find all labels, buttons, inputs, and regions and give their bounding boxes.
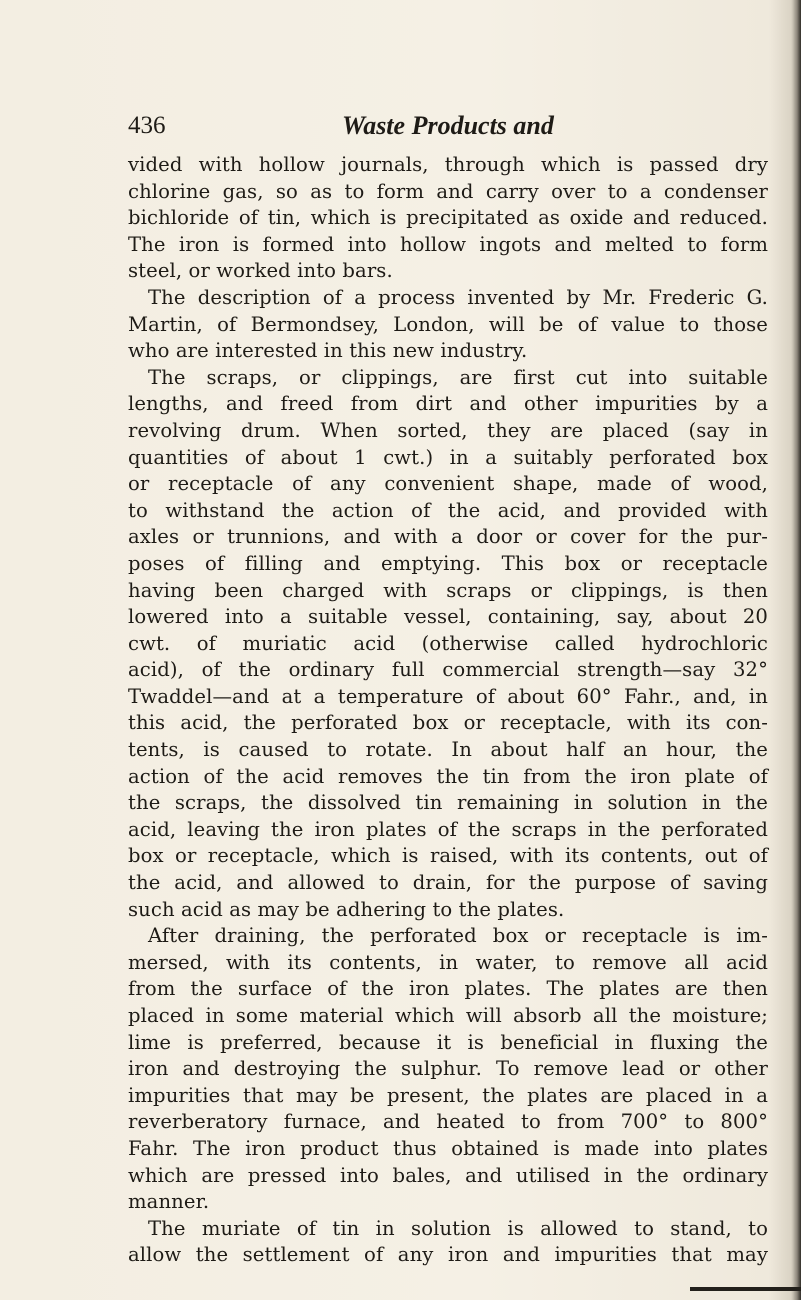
text-line: who are interested in this new industry. [128, 339, 528, 363]
text-line: allow the settlement of any iron and impurities that may [128, 1243, 768, 1267]
text-line: The description of a process invented by Mr. Frederic G. [148, 285, 768, 309]
page-header [0, 108, 801, 148]
text-line: impurities that may be present, the plates are placed in a [128, 1083, 768, 1107]
text-line: iron and destroying the sulphur. To remove lead or other [128, 1057, 768, 1081]
text-line: steel, or worked into bars. [128, 259, 393, 283]
text-line: tents, is caused to rotate. In about half an hour, the [128, 738, 768, 762]
text-line: such acid as may be adhering to the plates. [128, 897, 565, 921]
text-line: The iron is formed into hollow ingots and melted to form [128, 232, 768, 256]
bottom-edge-rule [690, 1287, 801, 1291]
text-line: lime is preferred, because it is beneficial in fluxing the [128, 1030, 768, 1054]
text-line: manner. [128, 1190, 210, 1214]
page-number: 436 [128, 112, 166, 139]
text-line: the scraps, the dissolved tin remaining in solution in the [128, 791, 768, 815]
text-line: Twaddel—and at a temperature of about 60° Fahr., and, in [128, 684, 768, 708]
text-line: poses of filling and emptying. This box or receptacle [128, 551, 768, 575]
text-line: placed in some material which will absorb all the moisture; [128, 1004, 768, 1027]
text-line: The muriate of tin in solution is allowed to stand, to [148, 1216, 768, 1240]
text-line: which are pressed into bales, and utilised in the ordinary [128, 1163, 768, 1187]
text-line: acid, leaving the iron plates of the scraps in the perforated [128, 817, 768, 841]
text-line: vided with hollow journals, through which is passed dry [128, 153, 768, 176]
text-line: chlorine gas, so as to form and carry over to a condenser [128, 179, 768, 203]
text-line: The scraps, or clippings, are first cut into suitable [148, 365, 768, 389]
text-line: axles or trunnions, and with a door or cover for the pur- [128, 525, 768, 549]
text-line: from the surface of the iron plates. The plates are then [128, 977, 768, 1001]
text-line: Fahr. The iron product thus obtained is made into plates [128, 1136, 768, 1160]
text-line: this acid, the perforated box or receptacle, with its con- [128, 711, 768, 735]
text-line: acid), of the ordinary full commercial strength—say 32° [128, 658, 768, 682]
running-head: Waste Products and [342, 111, 554, 140]
text-line: bichloride of tin, which is precipitated as oxide and reduced. [128, 206, 768, 230]
text-line: revolving drum. When sorted, they are placed (say in [128, 418, 768, 442]
text-line: reverberatory furnace, and heated to from 700° to 800° [128, 1110, 768, 1134]
text-line: the acid, and allowed to drain, for the purpose of saving [128, 871, 768, 895]
page-edge-shadow [791, 0, 801, 1300]
text-line: to withstand the action of the acid, and provided with [128, 498, 768, 522]
text-line: quantities of about 1 cwt.) in a suitably perforated box [128, 445, 768, 469]
body-text [128, 152, 768, 1269]
text-line: After draining, the perforated box or receptacle is im- [148, 924, 768, 948]
text-line: having been charged with scraps or clippings, is then [128, 578, 768, 602]
text-line: lowered into a suitable vessel, containing, say, about 20 [128, 605, 768, 629]
text-line: lengths, and freed from dirt and other impurities by a [128, 392, 768, 416]
text-line: box or receptacle, which is raised, with its contents, out of [128, 844, 768, 868]
text-line: or receptacle of any convenient shape, made of wood, [128, 472, 768, 496]
text-line: action of the acid removes the tin from the iron plate of [128, 764, 768, 788]
text-line: cwt. of muriatic acid (otherwise called hydrochloric [128, 631, 768, 655]
text-line: mersed, with its contents, in water, to remove all acid [128, 950, 768, 974]
text-line: Martin, of Bermondsey, London, will be of value to those [128, 312, 768, 336]
